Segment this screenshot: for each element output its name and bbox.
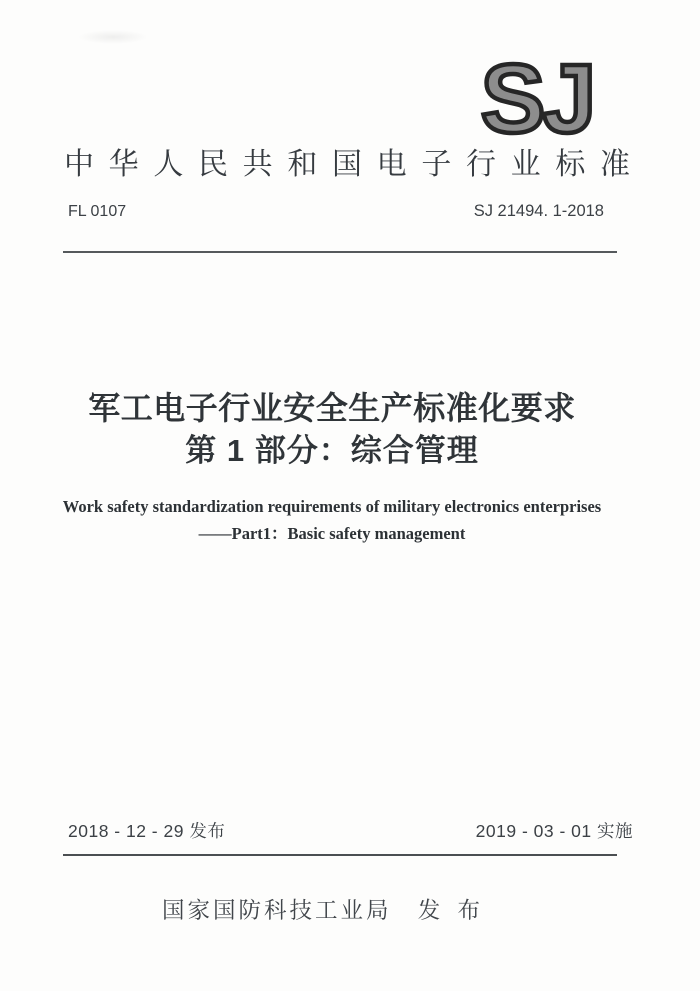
title-chinese-line1: 军工电子行业安全生产标准化要求 xyxy=(88,390,576,426)
scan-artifact xyxy=(78,30,148,44)
title-english-line1: Work safety standardization requirements of military electronics enterprises xyxy=(62,497,602,516)
title-english xyxy=(0,493,664,547)
footer-divider-line xyxy=(63,854,617,856)
title-english-line2: ——Part1：Basic safety management xyxy=(198,524,466,543)
dates-row xyxy=(68,818,633,843)
publisher-name: 国家国防科技工业局 xyxy=(161,898,392,923)
sj-logo: SJ xyxy=(480,44,594,153)
standard-series-name: 中华人民共和国电子行业标准 xyxy=(64,148,630,181)
implementation-date: 2019 - 03 - 01 实施 xyxy=(475,821,633,841)
issue-date: 2018 - 12 - 29 发布 xyxy=(68,821,226,841)
publisher-row xyxy=(0,893,700,925)
standard-meta-row xyxy=(68,202,634,221)
header-divider-line xyxy=(63,251,617,253)
publish-label: 发 布 xyxy=(417,898,483,923)
title-chinese-line2: 第 1 部分：综合管理 xyxy=(185,433,479,468)
standard-number: SJ 21494. 1-2018 xyxy=(473,202,604,220)
classification-code: FL 0107 xyxy=(68,203,127,220)
title-block xyxy=(0,388,700,547)
